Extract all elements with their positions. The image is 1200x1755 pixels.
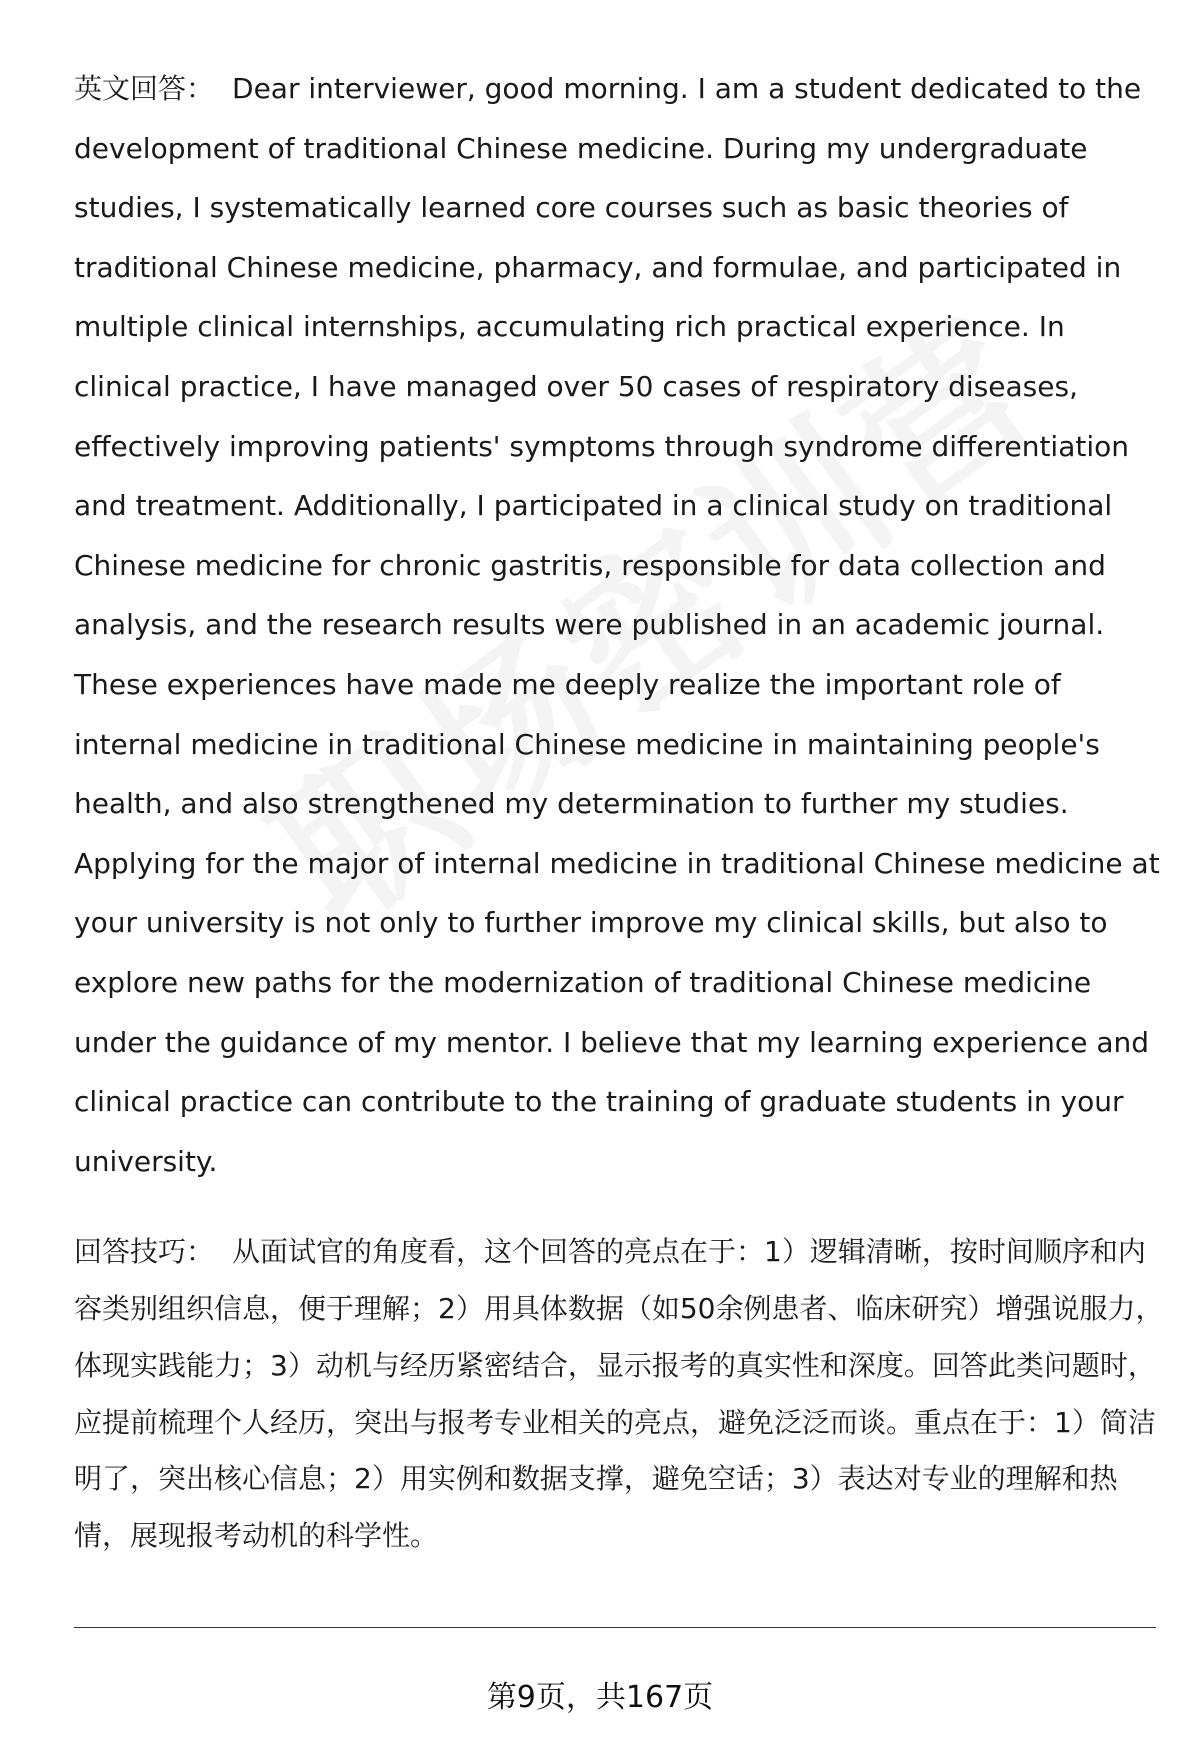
- page-content: [74, 59, 1164, 1565]
- english-answer-label: 英文回答：: [74, 72, 215, 105]
- page-number: 第9页，共167页: [486, 1680, 714, 1715]
- answer-tips-label: 回答技巧：: [74, 1235, 215, 1269]
- answer-tips-paragraph: [74, 1224, 1164, 1565]
- answer-tips-text: 从面试官的角度看，这个回答的亮点在于：1）逻辑清晰，按时间顺序和内容类别组织信息，便于理解；2）用具体数据（如50余例患者、临床研究）增强说服力，体现实践能力；3）动机与经历紧密结合，显示报考的真实性和深度。回答此类问题时，应提前梳理个人经历，突出与报考专业相关的亮点，避免泛泛而谈。重点在于：1）简洁明了，突出核心信息；2）用实例和数据支撑，避免空话；3）表达对专业的理解和热情，展现报考动机的科学性。: [74, 1235, 1164, 1553]
- english-answer-paragraph: [74, 59, 1164, 1191]
- english-answer-text: Dear interviewer, good morning. I am a student dedicated to the development of traditional Chinese medicine. During my undergraduate studies, I systematically learned core courses such as basic theories of traditional Chinese medicine, pharmacy, and formulae, and participated in multiple clinical internships, accumulating rich practical experience. In clinical practice, I have managed over 50 cases of respiratory diseases, effectively improving patients' symptoms through syndrome differentiation and treatment. Additionally, I participated in a clinical study on traditional Chinese medicine for chronic gastritis, responsible for data collection and analysis, and the research results were published in an academic journal. These experiences have made me deeply realize the important role of internal medicine in traditional Chinese medicine in maintaining people's health, and also strengthened my determination to further my studies. Applying for the major of internal medicine in traditional Chinese medicine at your university is not only to further improve my clinical skills, but also to explore new paths for the modernization of traditional Chinese medicine under the guidance of my mentor. I believe that my learning experience and clinical practice can contribute to the training of graduate students in your university.: [74, 72, 1160, 1178]
- footer-divider: [74, 1627, 1156, 1628]
